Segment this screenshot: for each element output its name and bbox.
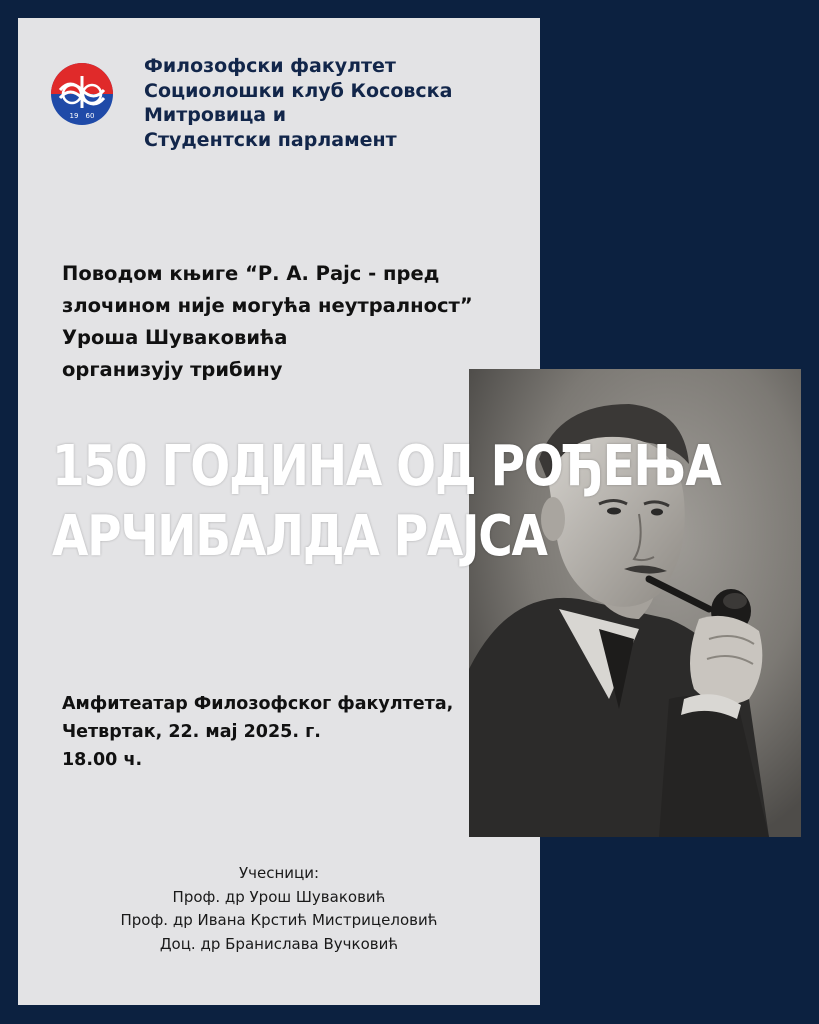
venue-location: Амфитеатар Филозофског факултета,: [62, 694, 454, 714]
participants-block: [18, 862, 540, 956]
faculty-emblem-icon: [50, 62, 114, 126]
organizer-line: Студентски парламент: [144, 128, 397, 151]
organizer-line: Митровица и: [144, 104, 287, 126]
organizer-line: Социолошки клуб Косовска: [144, 79, 453, 102]
event-headline: [52, 432, 720, 572]
participant-name: Проф. др Урош Шуваковић: [172, 887, 386, 906]
headline-line: 150 ГОДИНА ОД РОЂЕЊА: [52, 434, 721, 499]
venue-time: 18.00 ч.: [62, 750, 143, 770]
participant-name: Проф. др Ивана Крстић Мистрицеловић: [120, 911, 438, 929]
venue-date: Четвртак, 22. мај 2025. г.: [62, 722, 321, 742]
intro-line: Поводом књиге “Р. А. Рајс - пред: [62, 262, 440, 285]
headline-line: АРЧИБАЛДА РАЈСА: [52, 504, 547, 569]
svg-text:19: 19: [69, 112, 79, 120]
intro-text: [62, 258, 473, 386]
organizers-block: [144, 54, 452, 152]
participant-name: Доц. др Бранислава Вучковић: [159, 934, 399, 953]
faculty-logo: [50, 62, 114, 126]
intro-line: организују трибину: [62, 358, 283, 381]
organizer-line: Филозофски факултет: [144, 55, 396, 77]
intro-line: злочином није могућа неутралност”: [62, 294, 473, 317]
venue-info: [62, 690, 453, 774]
intro-line: Уроша Шуваковића: [62, 326, 288, 349]
svg-text:60: 60: [85, 112, 95, 120]
participants-heading: Учесници:: [238, 864, 320, 882]
